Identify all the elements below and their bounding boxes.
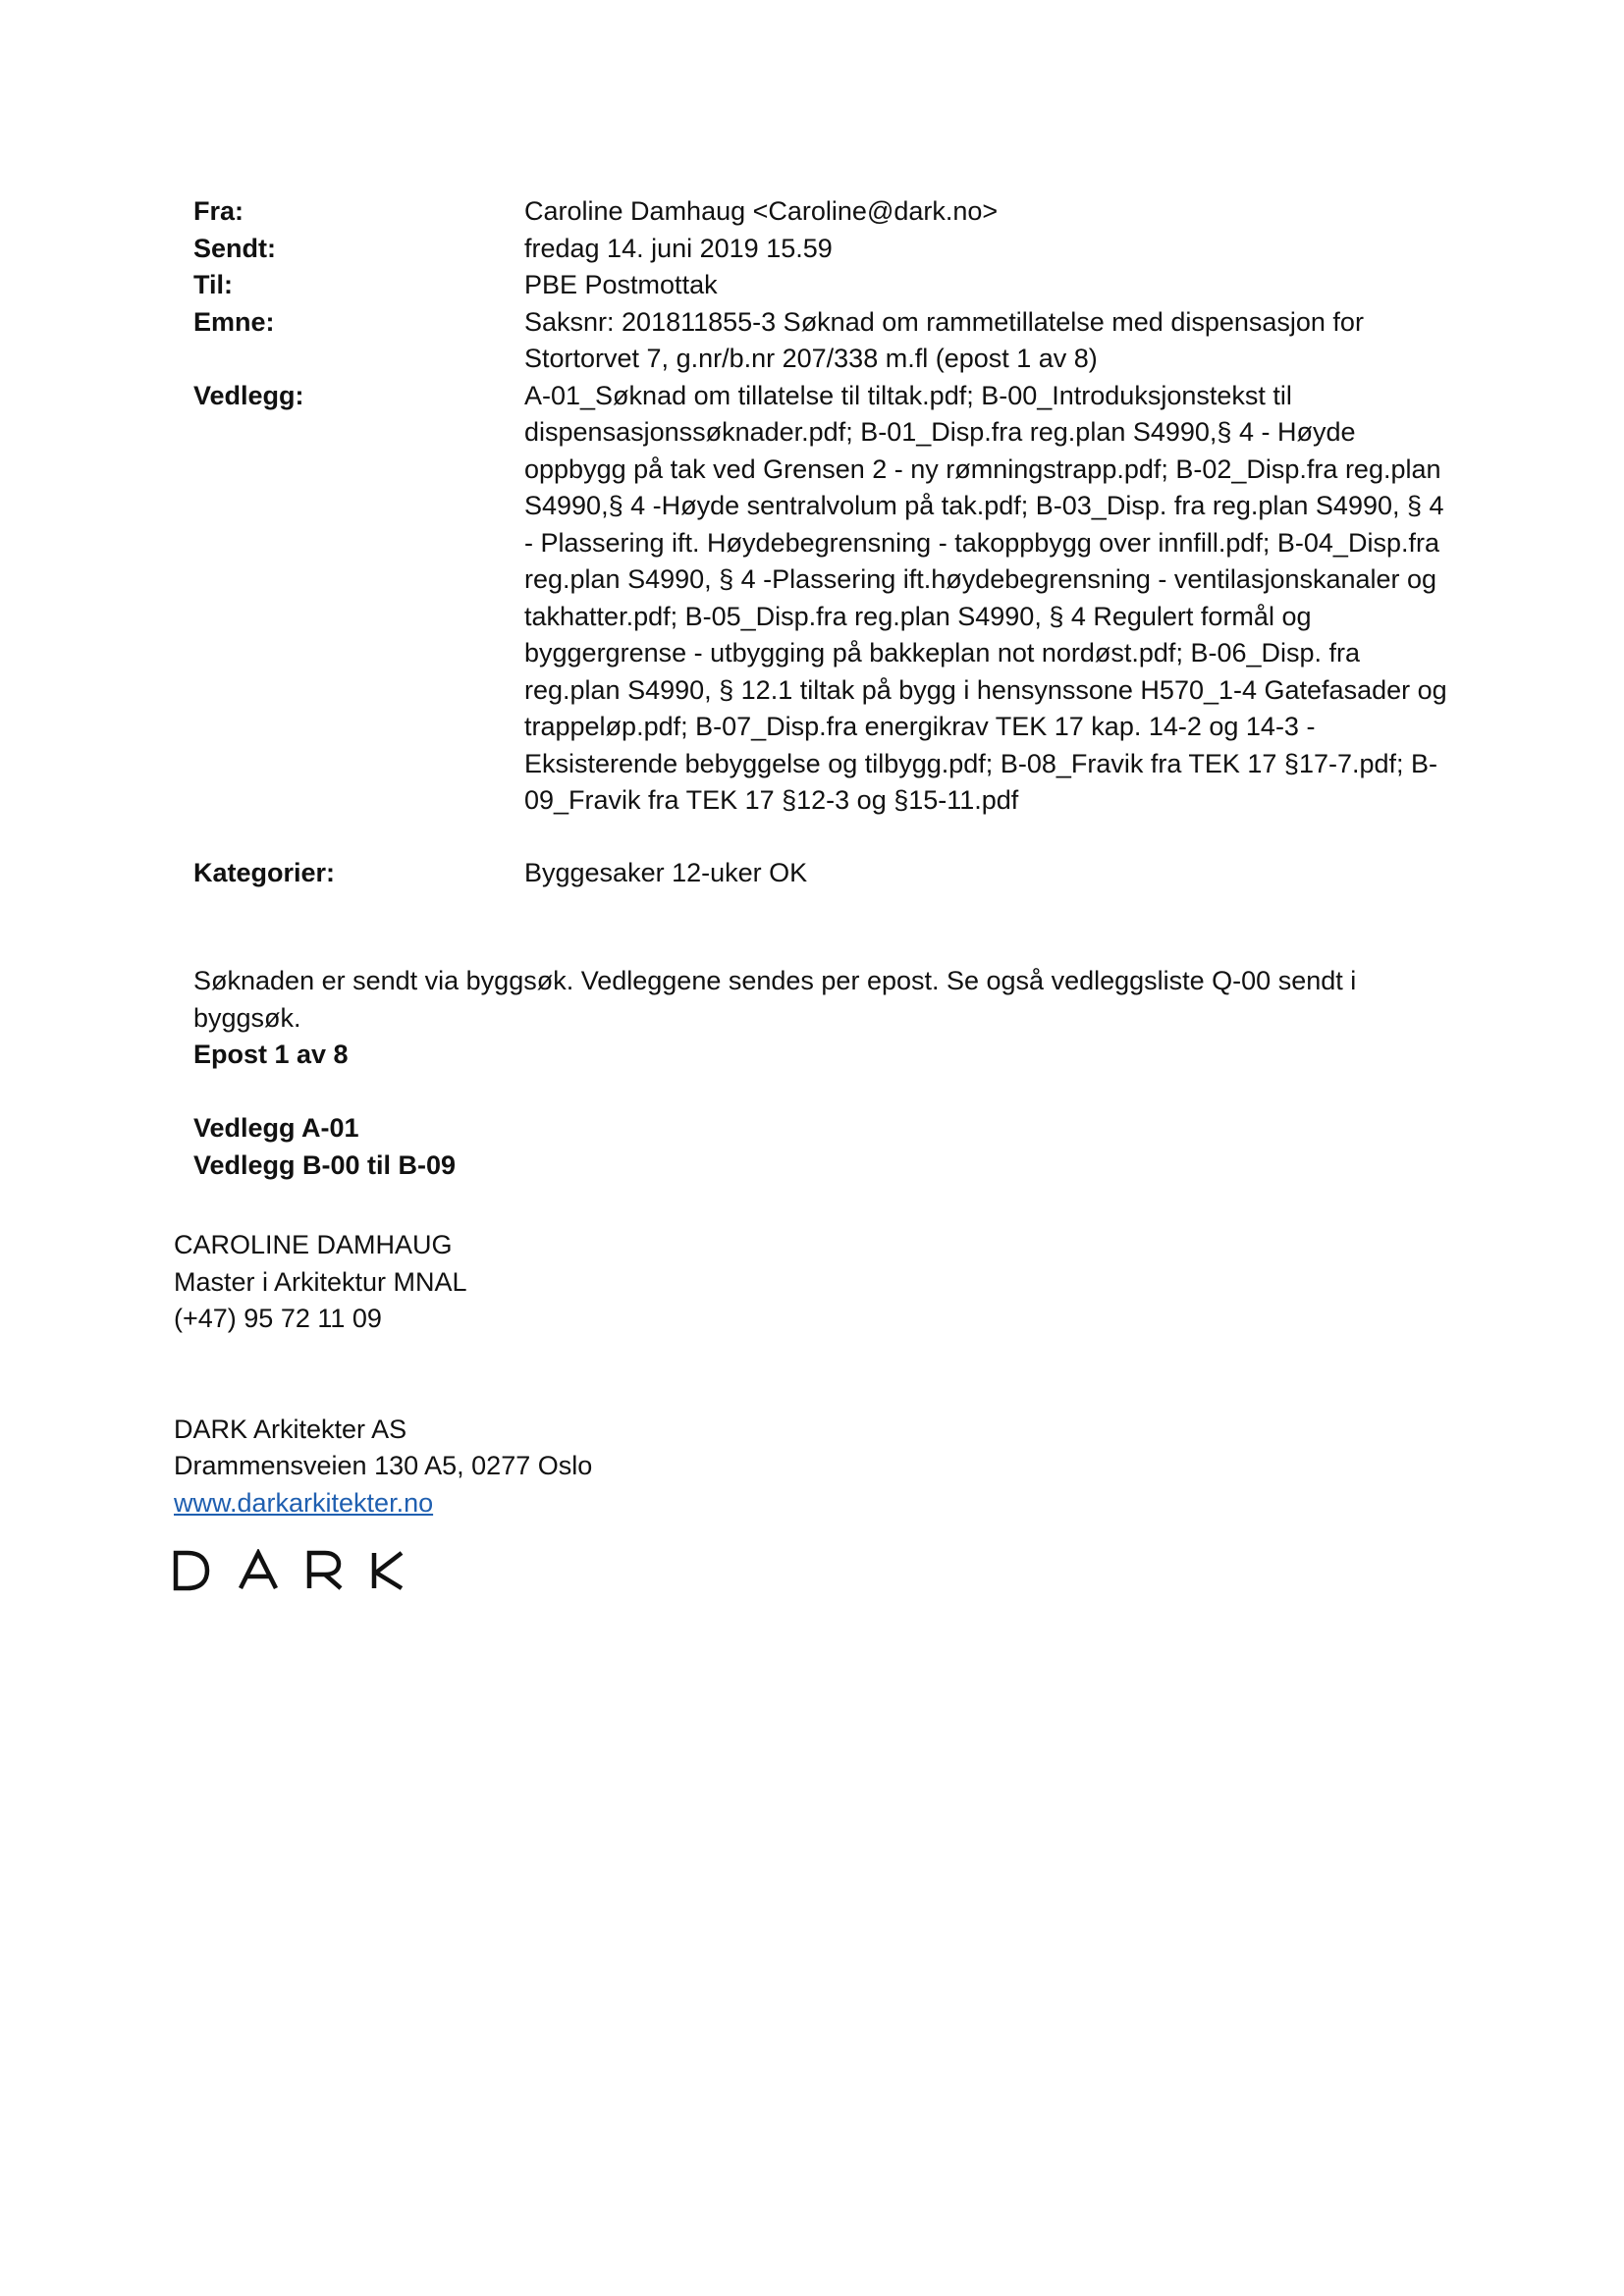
signature-name: CAROLINE DAMHAUG — [174, 1230, 453, 1259]
signature-phone: (+47) 95 72 11 09 — [174, 1304, 382, 1333]
categories-value: Byggesaker 12-uker OK — [524, 857, 808, 887]
signature-spacer — [174, 1338, 1057, 1412]
sent-row — [193, 231, 1460, 268]
subject-value: Saksnr: 201811855-3 Søknad om rammetillatelse med dispensasjon for Stortorvet 7, g.nr/b.nr 207/338 m.fl (epost 1 av 8) — [524, 306, 1364, 373]
categories-label: Kategorier: — [193, 857, 336, 887]
email-header — [193, 193, 1460, 891]
to-value: PBE Postmottak — [524, 270, 718, 299]
attachment-line-b00-b09: Vedlegg B-00 til B-09 — [193, 1149, 457, 1180]
attachments-label: Vedlegg: — [193, 380, 304, 410]
signature-title: Master i Arkitektur MNAL — [174, 1266, 467, 1297]
from-row — [193, 193, 1460, 231]
attachments-value: A-01_Søknad om tillatelse til tiltak.pdf; B-00_Introduksjonstekst til dispensasjonssøknader.pdf; B-01_Disp.fra reg.plan S4990,§ 4 - Høyde oppbygg på tak ved Grensen 2 - ny rømningstrapp.pdf; B-02_Disp.fra reg.plan S4990,§ 4 -Høyde sentralvolum på tak.pdf; B-03_Disp. fra reg.plan S4990, § 4 - Plassering ift. Høydebegrensning - takoppbygg over innfill.pdf; B-04_Disp.fra reg.plan S4990, § 4 -Plassering ift.høydebegrensning - ventilasjonskanaler og takhatter.pdf; B-05_Disp.fra reg.plan S4990, § 4 Regulert formål og byggergrense - utbygging på bakkeplan not nordøst.pdf; B-06_Disp. fra reg.plan S4990, § 12.1 tiltak på bygg i hensynssone H570_1-4 Gatefasader og trappeløp.pdf; B-07_Disp.fra energikrav TEK 17 kap. 14-2 og 14-3 - Eksisterende bebyggelse og tilbygg.pdf; B-08_Fravik fra TEK 17 §17-7.pdf; B-09_Fravik fra TEK 17 §12-3 og §15-11.pdf — [524, 380, 1447, 815]
email-signature — [174, 1227, 1057, 1522]
dark-logo — [172, 1549, 407, 1592]
categories-row — [193, 855, 1460, 892]
email-body — [193, 963, 1431, 1184]
signature-address: Drammensveien 130 A5, 0277 Oslo — [174, 1451, 593, 1480]
from-value: Caroline Damhaug <Caroline@dark.no> — [524, 196, 999, 226]
to-row — [193, 267, 1460, 304]
subject-label: Emne: — [193, 306, 275, 337]
website-link[interactable]: www.darkarkitekter.no — [174, 1487, 434, 1518]
from-label: Fra: — [193, 196, 244, 226]
intro-paragraph: Søknaden er sendt via byggsøk. Vedleggene sendes per epost. Se også vedleggsliste Q-00 sendt i byggsøk. — [193, 966, 1357, 1033]
subject-row — [193, 304, 1460, 378]
epost-line: Epost 1 av 8 — [193, 1040, 349, 1069]
to-label: Til: — [193, 270, 233, 299]
sent-label: Sendt: — [193, 233, 276, 263]
attachment-line-a01: Vedlegg A-01 — [193, 1113, 359, 1143]
signature-company: DARK Arkitekter AS — [174, 1414, 407, 1444]
attachments-row — [193, 378, 1460, 820]
paragraph-gap — [193, 1074, 1431, 1111]
sent-value: fredag 14. juni 2019 15.59 — [524, 233, 833, 263]
